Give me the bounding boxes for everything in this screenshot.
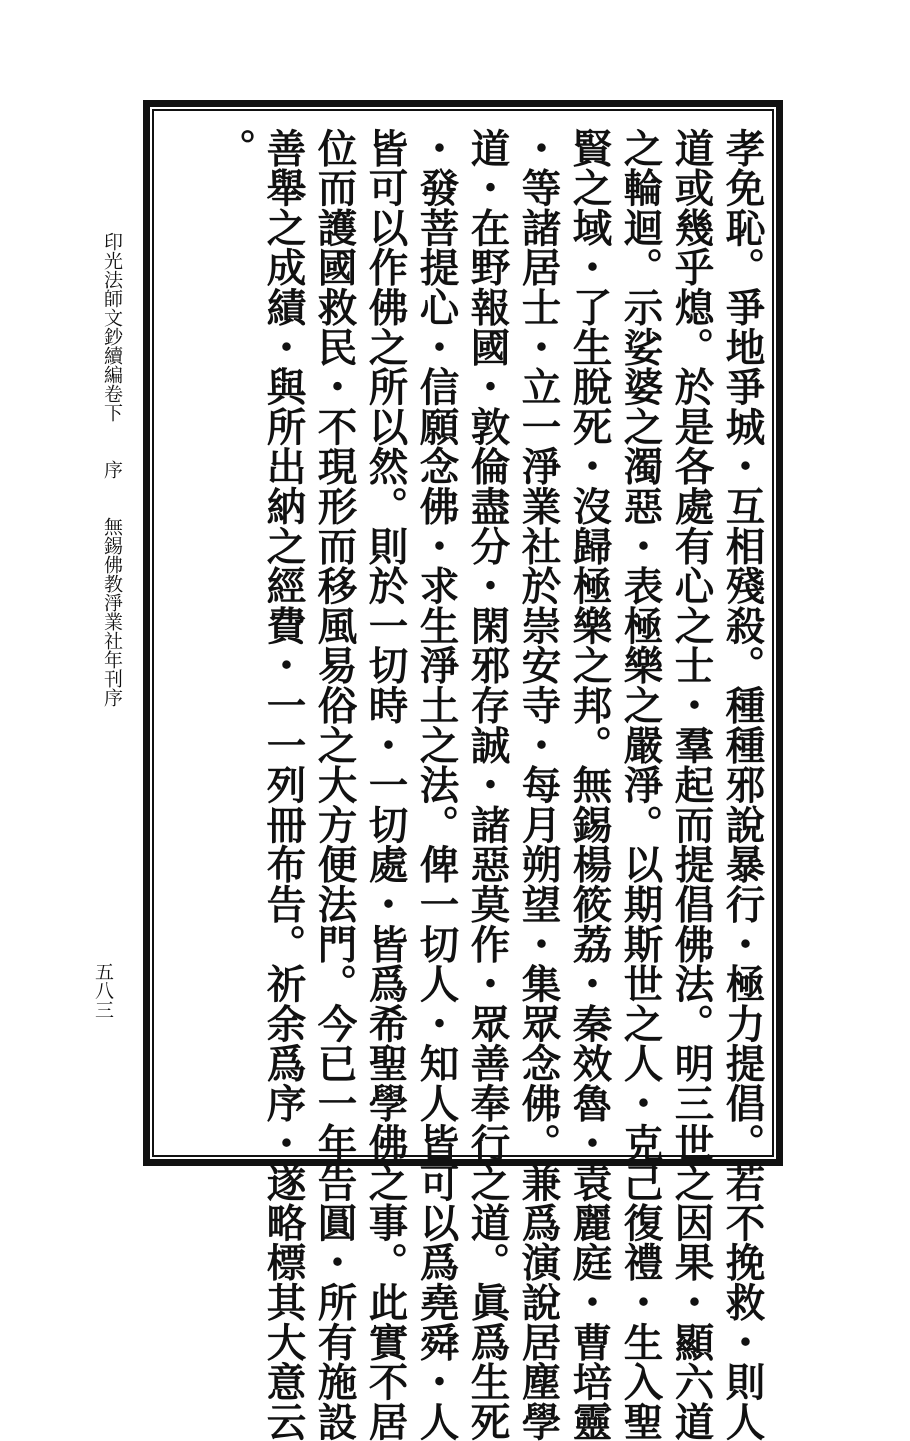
section-label: 序	[101, 460, 123, 479]
text-column-10: 善舉之成績・與所出納之經費・一一列冊布告。祈余爲序・遂略標其大意云	[260, 128, 307, 1441]
text-column-7: ・發菩提心・信願念佛・求生淨土之法。俾一切人・知人皆可以爲堯舜・人	[413, 128, 460, 1441]
page-number: 五八三	[92, 962, 114, 1019]
article-title: 無錫佛教淨業社年刊序	[101, 517, 123, 707]
text-column-9: 位而護國救民・不現形而移風易俗之大方便法門。今已一年告圓・所有施設	[311, 128, 358, 1441]
text-column-1: 孝免恥。爭地爭城・互相殘殺。種種邪說暴行・極力提倡。若不挽救・則人	[719, 128, 766, 1441]
book-title: 印光法師文鈔續編卷下	[101, 232, 123, 422]
text-column-3: 之輪迴。示娑婆之濁惡・表極樂之嚴淨。以期斯世之人・克己復禮・生入聖	[617, 128, 664, 1441]
text-column-8: 皆可以作佛之所以然。則於一切時・一切處・皆爲希聖學佛之事。此實不居	[362, 128, 409, 1441]
text-column-5: ・等諸居士・立一淨業社於崇安寺・每月朔望・集眾念佛。兼爲演說居塵學	[515, 128, 562, 1441]
text-column-4: 賢之域・了生脫死・沒歸極樂之邦。無錫楊筱荔・秦效魯・袁麗庭・曹培靈	[566, 128, 613, 1441]
text-column-2: 道或幾乎熄。於是各處有心之士・羣起而提倡佛法。明三世之因果・顯六道	[668, 128, 715, 1441]
running-header	[93, 232, 121, 707]
text-column-11: 。	[210, 128, 257, 168]
text-column-6: 道・在野報國・敦倫盡分・閑邪存誠・諸惡莫作・眾善奉行之道。眞爲生死	[464, 128, 511, 1441]
